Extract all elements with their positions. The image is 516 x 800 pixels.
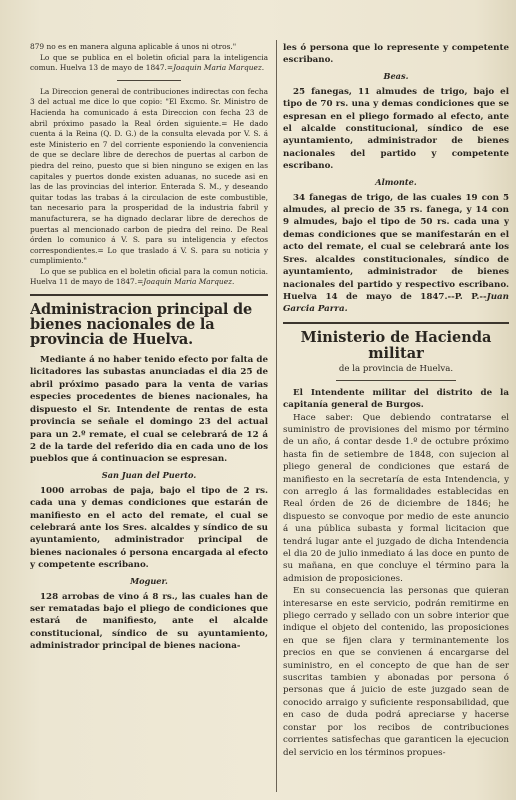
place-name: Moguer. <box>130 575 168 586</box>
section-heading: Administracion principal de bienes nacionales de la provincia de Huelva. <box>30 301 253 349</box>
section-subheading: de la provincia de Huelva. <box>338 363 454 374</box>
place-name: Beas. <box>383 70 409 81</box>
right-column <box>283 42 509 794</box>
paragraph: La Direccion general de contribuciones indirectas con fecha 3 del actual me dice lo que copio: "El Excmo. Sr. Ministro de Hacienda ha comunicado á esta Direccion con fecha 23 de abril próximo pasado la Real órden siguiente.= He dado cuenta á la Reina (Q. D. G.) de la consulta elevada por V. S. á este Ministerio en 7 del corriente esponiendo la conveniencia de que se declare libre de derechos de puertas al carbon de piedra del reino, puesto que si bien ninguno se exigen en las capitales y puertos donde existen aduanas, no sucede asi en las de las provincias del interior. Enterada S. M., y deseando quitar todas las trabas á la circulacion de este combustible, tan necesario para la prosperidad de la industria fabril y manufacturera, se ha dignado declarar libre de derechos de puertas al mencionado carbon de piedra del reino. De Real órden lo comunico á V. S. para su inteligencia y efectos correspondientes.= Lo que traslado á V. S. para su noticia y cumplimiento." <box>30 86 268 266</box>
signature: Juan Garcia Parra. <box>283 291 509 315</box>
paragraph: Lo que se publica en el boletin oficial para la comun noticia. Huelva 11 de mayo de 1847.=Joaquin Maria Marquez. <box>30 266 268 287</box>
paragraph: 34 fanegas de trigo, de las cuales 19 con 5 almudes, al precio de 35 rs. fanega, y 14 con 9 almudes, bajo el tipo de 50 rs. cada una y demas condiciones que se manifestarán en el acto del remate, el cual se celebrará ante los Sres. alcaldes constitucionales, síndico de ayuntamiento, administrador de bienes nacionales del partido y respectivo escribano. Huelva 14 de mayo de 1847.--P. P.--Juan Garcia Parra. <box>283 192 509 315</box>
paragraph: 879 no es en manera alguna aplicable á unos ni otros." <box>30 42 237 51</box>
signature: =Joaquin Maria Marquez. <box>137 277 235 287</box>
divider <box>117 80 181 81</box>
left-column <box>30 42 268 794</box>
paragraph: Hace saber: Que debiendo contratarse el suministro de provisiones del mismo por término de un año, á contar desde 1.º de octubre próximo hasta fin de setiembre de 1848, con sujecion al pliego general de condiciones que estará de manifiesto en la secretaría de esta Intendencia, y con arreglo á las formalidades establecidas en Real órden de 26 de diciembre de 1846; he dispuesto se convoque por medio de este anuncio á una pública subasta y formal licitacion que tendrá lugar ante el juzgado de dicha Intendencia el dia 20 de julio inmediato á las doce en punto de su mañana, en que concluye el término para la admision de proposiciones. <box>283 412 509 584</box>
paragraph: les ó persona que lo represente y competente escribano. <box>283 43 509 66</box>
paragraph: 1000 arrobas de paja, bajo el tipo de 2 rs. cada una y demas condiciones que estarán de manifiesto en el acto del remate, el cual se celebrará ante los Sres. alcaldes y síndico de su ayuntamiento, administrador principal de bienes nacionales ó persona encargada al efecto y competente escribano. <box>30 485 268 571</box>
paragraph: Mediante á no haber tenido efecto por falta de licitadores las subastas anunciadas el dia 25 de abril próximo pasado para la venta de varias especies procedentes de bienes nacionales, ha dispuesto el Sr. Intendente de rentas de esta provincia se señale el domingo 23 del actual para un 2.º remate, el cual se celebrará de 12 á 2 de la tarde del referido dia en cada uno de los pueblos que á continuacion se espresan. <box>30 355 268 465</box>
section-heading: Ministerio de Hacienda militar <box>300 328 492 362</box>
divider <box>336 380 456 381</box>
paragraph: Lo que se publica en el boletin oficial para la inteligencia comun. Huelva 13 de mayo de 1847.=Joaquin Maria Marquez. <box>30 52 268 73</box>
paragraph: 128 arrobas de vino á 8 rs., las cuales han de ser rematadas bajo el pliego de condiciones que estará de manifiesto, ante el alcalde constitucional, síndico de su ayuntamiento, administrador principal de bienes naciona- <box>30 591 268 652</box>
paragraph: En su consecuencia las personas que quieran interesarse en este servicio, podrán remitirme en pliego cerrado y sellado con un sobre interior que indique el objeto del contenido, las proposiciones en que se fijen clara y terminantemente los precios en que se convienen á encargarse del suministro, en el concepto de que han de ser suscritas tambien y abonadas por persona ó personas que á juicio de este juzgado sean de conocido arraigo y suficiente responsabilidad, que en caso de duda podrá apreciarse y hacerse constar por los recibos de contribuciones corrientes satisfechas que garanticen la ejecucion del servicio en los términos propues- <box>283 586 509 758</box>
paragraph: 25 fanegas, 11 almudes de trigo, bajo el tipo de 70 rs. una y demas condiciones que se espresan en el pliego formado al efecto, ante el alcalde constitucional, síndico de ese ayuntamiento, administrador de bienes nacionales del partido y competente escribano. <box>283 86 509 172</box>
divider <box>30 294 268 296</box>
signature: =Joaquin Maria Marquez. <box>166 63 265 73</box>
place-name: San Juan del Puerto. <box>101 469 197 480</box>
paragraph: El Intendente militar del distrito de la capitanía general de Burgos. <box>283 387 509 411</box>
divider <box>283 322 509 324</box>
column-divider <box>276 40 277 792</box>
place-name: Almonte. <box>375 176 417 187</box>
